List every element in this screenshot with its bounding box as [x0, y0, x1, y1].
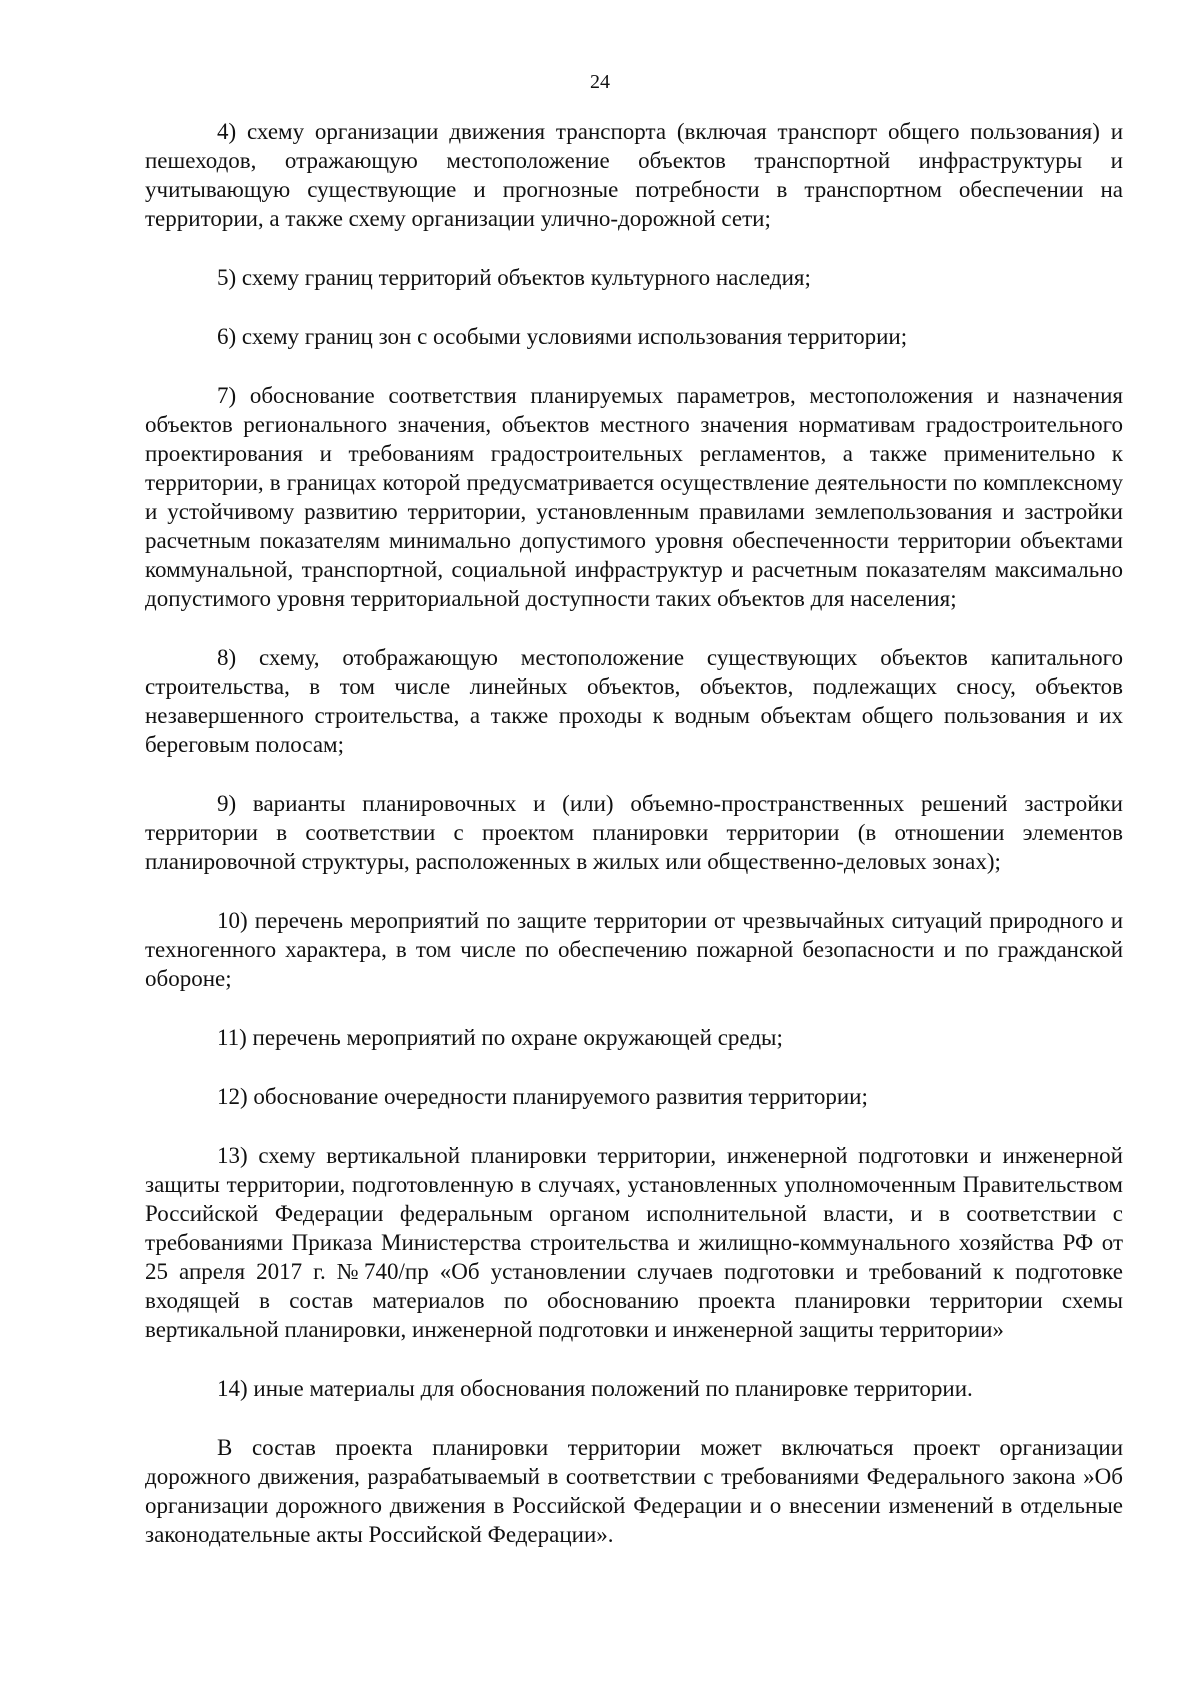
paragraph-item-13: 13) схему вертикальной планировки территории, инженерной подготовки и инженерной защиты территории, подготовленную в случаях, установленных уполномоченным Правительством Российской Федерации федеральным органом исполнительной власти, и в соответствии с требованиями Приказа Министерства строительства и жилищно-коммунального хозяйства РФ от 25 апреля 2017 г. №740/пр «Об установлении случаев подготовки и требований к подготовке входящей в состав материалов по обоснованию проекта планировки территории схемы вертикальной планировки, инженерной подготовки и инженерной защиты территории» [145, 1143, 1123, 1342]
paragraph-item-9: 9) варианты планировочных и (или) объемно-пространственных решений застройки территории в соответствии с проектом планировки территории (в отношении элементов планировочной структуры, расположенных в жилых или общественно-деловых зонах); [145, 791, 1123, 874]
paragraph-item-12: 12) обоснование очередности планируемого развития территории; [217, 1084, 868, 1109]
paragraph-item-5: 5) схему границ территорий объектов культурного наследия; [217, 265, 811, 290]
paragraph-item-4: 4) схему организации движения транспорта (включая транспорт общего пользования) и пешеходов, отражающую местоположение объектов транспортной инфраструктуры и учитывающую существующие и прогнозные потребности в транспортном обеспечении на территории, а также схему организации улично-дорожной сети; [145, 119, 1123, 231]
paragraph-closing: В состав проекта планировки территории может включаться проект организации дорожного движения, разрабатываемый в соответствии с требованиями Федерального закона »Об организации дорожного движения в Российской Федерации и о внесении изменений в отдельные законодательные акты Российской Федерации». [145, 1435, 1123, 1547]
paragraph-item-11: 11) перечень мероприятий по охране окружающей среды; [217, 1025, 783, 1050]
document-body [145, 117, 1123, 1579]
paragraph-item-8: 8) схему, отображающую местоположение существующих объектов капитального строительства, в том числе линейных объектов, объектов, подлежащих сносу, объектов незавершенного строительства, а также проходы к водным объектам общего пользования и их береговым полосам; [145, 645, 1123, 757]
paragraph-item-14: 14) иные материалы для обоснования положений по планировке территории. [217, 1376, 973, 1401]
paragraph-item-7: 7) обоснование соответствия планируемых параметров, местоположения и назначения объектов регионального значения, объектов местного значения нормативам градостроительного проектирования и требованиям градостроительных регламентов, а также применительно к территории, в границах которой предусматривается осуществление деятельности по комплексному и устойчивому развитию территории, установленным правилами землепользования и застройки расчетным показателям минимально допустимого уровня обеспеченности территории объектами коммунальной, транспортной, социальной инфраструктур и расчетным показателям максимально допустимого уровня территориальной доступности таких объектов для населения; [145, 383, 1123, 611]
paragraph-item-10: 10) перечень мероприятий по защите территории от чрезвычайных ситуаций природного и техногенного характера, в том числе по обеспечению пожарной безопасности и по гражданской обороне; [145, 908, 1123, 991]
page-number: 24 [590, 71, 610, 93]
paragraph-item-6: 6) схему границ зон с особыми условиями использования территории; [217, 324, 908, 349]
